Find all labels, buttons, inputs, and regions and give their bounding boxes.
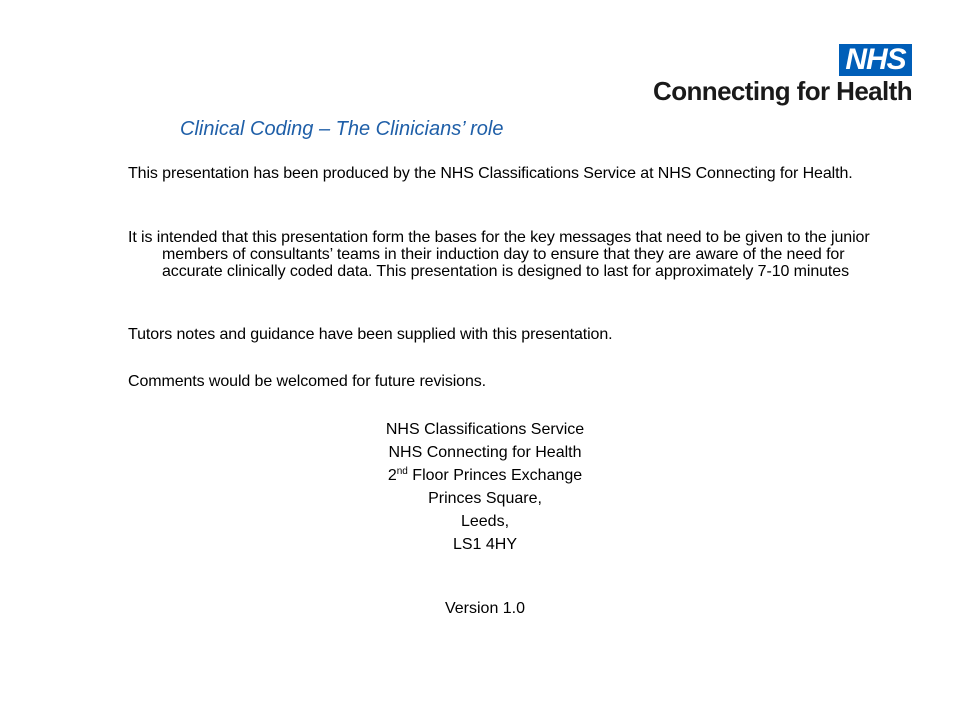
- address-line-floor: [240, 464, 730, 487]
- contact-address: [240, 418, 730, 556]
- paragraph-intro: This presentation has been produced by the NHS Classifications Service at NHS Connecting for Health.: [128, 165, 853, 182]
- address-line: Princes Square,: [428, 490, 542, 507]
- logo-wordmark: Connecting for Health: [653, 76, 912, 106]
- address-line: Leeds,: [460, 513, 510, 530]
- nhs-logo-mark: NHS: [839, 44, 912, 76]
- paragraph-purpose: It is intended that this presentation form the bases for the key messages that need to be given to the junior members of consultants’ teams in their induction day to ensure that they are aware of the need for accurate clinically coded data. This presentation is designed to last for approximately 7-10 minutes: [128, 229, 870, 280]
- nhs-cfh-logo: [653, 43, 912, 106]
- address-line: NHS Connecting for Health: [388, 444, 582, 461]
- floor-number: 2: [387, 467, 397, 484]
- version-label: Version 1.0: [444, 600, 526, 617]
- address-postcode: LS1 4HY: [452, 536, 518, 553]
- floor-ordinal-suffix: nd: [396, 466, 408, 477]
- address-line: NHS Classifications Service: [385, 421, 585, 438]
- paragraph-comments: Comments would be welcomed for future revisions.: [128, 373, 487, 390]
- paragraph-tutor-notes: Tutors notes and guidance have been supplied with this presentation.: [128, 326, 613, 343]
- slide-title: Clinical Coding – The Clinicians’ role: [180, 118, 504, 140]
- floor-rest: Floor Princes Exchange: [407, 467, 583, 484]
